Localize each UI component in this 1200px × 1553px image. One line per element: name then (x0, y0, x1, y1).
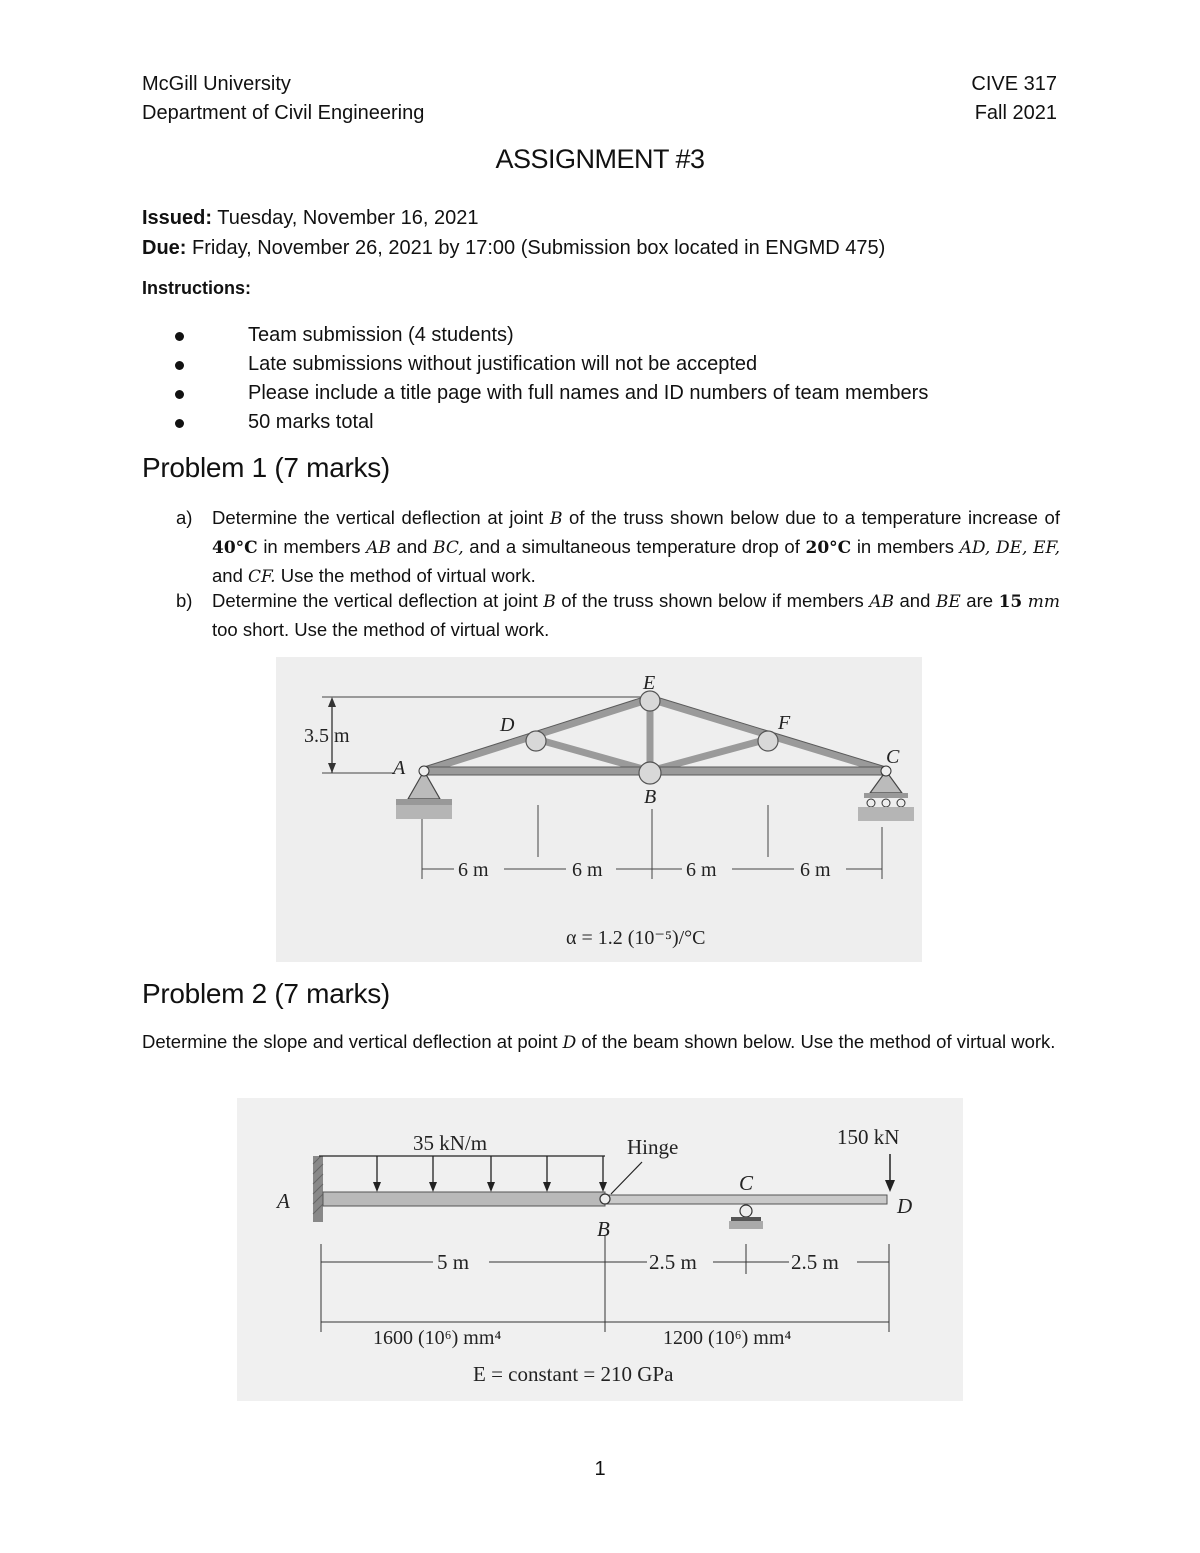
part-a-label: a) (176, 507, 193, 528)
point-D-label: D (897, 1194, 913, 1218)
beam-segment-BD (605, 1195, 887, 1204)
joint-D-label: D (500, 714, 515, 736)
span-label-4: 6 m (800, 859, 831, 881)
problem1-heading: Problem 1 (7 marks) (142, 452, 390, 483)
height-label: 3.5 m (304, 725, 350, 747)
assignment-title: ASSIGNMENT #3 (495, 144, 705, 174)
term: Fall 2021 (974, 102, 1057, 124)
department-name: Department of Civil Engineering (142, 102, 425, 124)
header-right (971, 70, 1057, 128)
udl-arrowheads (373, 1182, 607, 1192)
joint-F-plate (758, 731, 778, 751)
problem1-part-a (176, 504, 1060, 591)
list-item: Team submission (4 students) (175, 321, 928, 350)
span1-label: 5 m (437, 1250, 470, 1274)
joint-E-plate (640, 691, 660, 711)
issued-line (142, 203, 885, 233)
joint-D-plate (526, 731, 546, 751)
due-label: Due: (142, 237, 187, 259)
page-number: 1 (594, 1458, 606, 1480)
problem2-text: Determine the slope and vertical deflection at point D of the beam shown below. Use the method of virtual work. (142, 1031, 1056, 1053)
issued-date: Tuesday, November 16, 2021 (217, 207, 479, 229)
beam-diagram (237, 1098, 963, 1401)
list-item: 50 marks total (175, 408, 928, 437)
span-label-2: 6 m (572, 859, 603, 881)
arrow-down-icon (328, 763, 336, 773)
dates-block (142, 203, 885, 263)
truss-figure (276, 657, 922, 962)
roller-support-C (729, 1205, 763, 1229)
joint-E-label: E (643, 672, 656, 694)
member-DB (536, 739, 650, 771)
joint-A-label: A (393, 757, 406, 779)
point-A-label: A (277, 1189, 290, 1213)
beam-segment-AB (323, 1192, 605, 1206)
truss-diagram (276, 657, 922, 962)
course-code: CIVE 317 (971, 73, 1057, 95)
beam-figure (237, 1098, 963, 1401)
joint-C-label: C (886, 746, 900, 768)
inertia2-label: 1200 (10⁶) mm⁴ (663, 1327, 792, 1349)
bullet-icon (175, 390, 184, 399)
bullet-icon (175, 332, 184, 341)
span-label-3: 6 m (686, 859, 717, 881)
due-line (142, 233, 885, 263)
span-label-1: 6 m (458, 859, 489, 881)
point-B-label: B (597, 1217, 610, 1241)
joint-B-label: B (644, 786, 657, 808)
hinge-label: Hinge (627, 1135, 679, 1159)
header-left (142, 70, 424, 128)
bullet-icon (175, 419, 184, 428)
hinge-pointer (611, 1162, 642, 1194)
arrow-up-icon (328, 697, 336, 707)
list-item: Late submissions without justification will not be accepted (175, 350, 928, 379)
point-load-label: 150 kN (837, 1125, 900, 1149)
joint-F-label: F (778, 712, 791, 734)
bullet-icon (175, 361, 184, 370)
hinge-icon (600, 1194, 610, 1204)
udl-label: 35 kN/m (413, 1131, 488, 1155)
arrow-down-icon (885, 1180, 895, 1192)
problem2-heading: Problem 2 (7 marks) (142, 978, 390, 1009)
part-b-text: Determine the vertical deflection at joint B of the truss shown below if members AB and BE are 15 mm too short. Use the method of virtual work. (212, 590, 1060, 640)
part-a-text: Determine the vertical deflection at joint B of the truss shown below due to a temperature increase of 40°C in members AB and BC, and a simultaneous temperature drop of 20°C in members AD, DE, EF, and CF. Use the method of virtual work. (212, 507, 1061, 587)
member-FB (650, 739, 768, 771)
point-C-label: C (739, 1171, 754, 1195)
joint-B-plate (639, 762, 661, 784)
issued-label: Issued: (142, 207, 213, 229)
span2-label: 2.5 m (649, 1250, 697, 1274)
span3-label: 2.5 m (791, 1250, 839, 1274)
inertia1-label: 1600 (10⁶) mm⁴ (373, 1327, 502, 1349)
instructions-heading: Instructions: (142, 278, 252, 298)
part-b-label: b) (176, 590, 193, 611)
modulus-label: E = constant = 210 GPa (473, 1362, 674, 1386)
instructions-list (175, 321, 928, 437)
list-item: Please include a title page with full names and ID numbers of team members (175, 379, 928, 408)
joint-labels (391, 672, 900, 808)
problem1-part-b (176, 587, 1060, 644)
due-date: Friday, November 26, 2021 by 17:00 (Submission box located in ENGMD 475) (192, 237, 886, 259)
alpha-label: α = 1.2 (10⁻⁵)/°C (566, 927, 706, 949)
span-labels (458, 859, 831, 881)
university-name: McGill University (142, 73, 291, 95)
